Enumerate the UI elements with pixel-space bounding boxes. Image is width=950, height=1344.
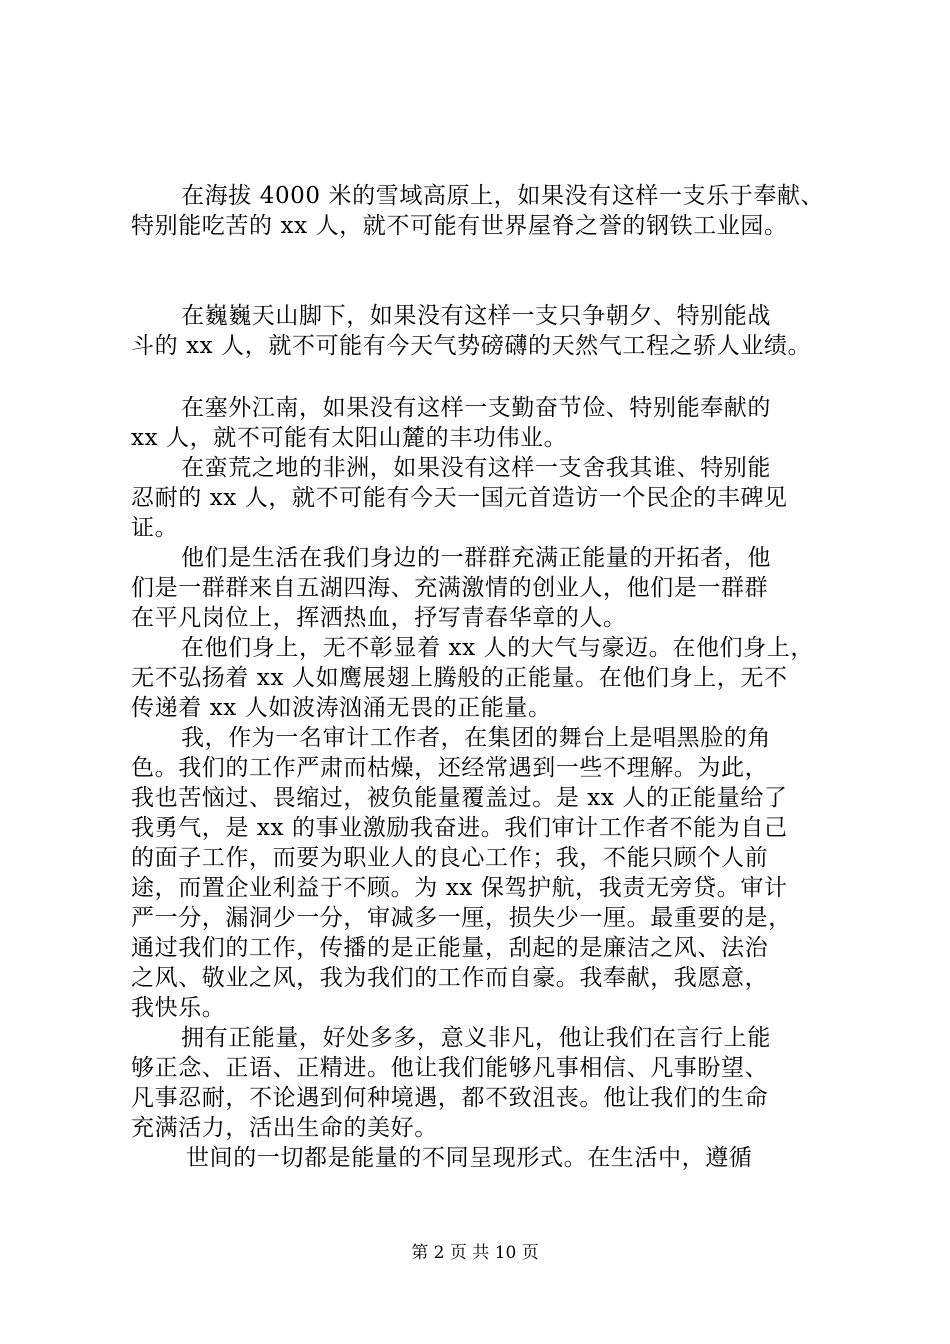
- text-line: 忍耐的 xx 人，就不可能有今天一国元首造访一个民企的丰碑见: [131, 485, 788, 511]
- text-line: 斗的 xx 人，就不可能有今天气势磅礴的天然气工程之骄人业绩。: [131, 333, 812, 359]
- text-line: 证。: [131, 515, 179, 541]
- text-line: 的面子工作，而要为职业人的良心工作；我，不能只顾个人前: [131, 845, 769, 871]
- text-line: 拥有正能量，好处多多，意义非凡，他让我们在言行上能: [181, 1025, 771, 1051]
- text-line: 他们是生活在我们身边的一群群充满正能量的开拓者，他: [181, 545, 771, 571]
- text-line: 在他们身上，无不彰显着 xx 人的大气与豪迈。在他们身上，: [181, 635, 814, 661]
- text-line: 在海拔 4000 米的雪域高原上，如果没有这样一支乐于奉献、: [181, 183, 825, 209]
- text-line: 在平凡岗位上，挥洒热血，抒写青春华章的人。: [131, 605, 627, 631]
- text-line: 们是一群群来自五湖四海、充满激情的创业人，他们是一群群: [131, 575, 769, 601]
- text-line: 我也苦恼过、畏缩过，被负能量覆盖过。是 xx 人的正能量给了: [131, 785, 788, 811]
- text-line: 我勇气，是 xx 的事业激励我奋进。我们审计工作者不能为自己: [131, 815, 788, 841]
- text-line: 充满活力，活出生命的美好。: [131, 1115, 438, 1141]
- text-line: 传递着 xx 人如波涛汹涌无畏的正能量。: [131, 695, 552, 721]
- page-number-footer: 第 2 页 共 10 页: [411, 1243, 539, 1263]
- text-line: 在塞外江南，如果没有这样一支勤奋节俭、特别能奉献的: [181, 395, 771, 421]
- text-line: 特别能吃苦的 xx 人，就不可能有世界屋脊之誉的钢铁工业园。: [131, 213, 788, 239]
- text-line: 在巍巍天山脚下，如果没有这样一支只争朝夕、特别能战: [181, 303, 771, 329]
- text-line: 无不弘扬着 xx 人如鹰展翅上腾般的正能量。在他们身上，无不: [131, 665, 788, 691]
- text-line: 在蛮荒之地的非洲，如果没有这样一支舍我其谁、特别能: [181, 455, 771, 481]
- text-line: 世间的一切都是能量的不同呈现形式。在生活中，遵循: [186, 1145, 753, 1171]
- text-line: 我快乐。: [131, 995, 226, 1021]
- text-line: 够正念、正语、正精进。他让我们能够凡事相信、凡事盼望、: [131, 1055, 769, 1081]
- text-line: 凡事忍耐，不论遇到何种境遇，都不致沮丧。他让我们的生命: [131, 1085, 769, 1111]
- text-line: 之风、敬业之风，我为我们的工作而自豪。我奉献，我愿意，: [131, 965, 769, 991]
- text-line: 我，作为一名审计工作者，在集团的舞台上是唱黑脸的角: [181, 725, 771, 751]
- text-line: 途，而置企业利益于不顾。为 xx 保驾护航，我责无旁贷。审计: [131, 875, 788, 901]
- text-line: 严一分，漏洞少一分，审减多一厘，损失少一厘。最重要的是，: [131, 905, 792, 931]
- text-line: xx 人，就不可能有太阳山麓的丰功伟业。: [131, 425, 568, 451]
- text-line: 色。我们的工作严肃而枯燥，还经常遇到一些不理解。为此，: [131, 755, 769, 781]
- text-line: 通过我们的工作，传播的是正能量，刮起的是廉洁之风、法治: [131, 935, 769, 961]
